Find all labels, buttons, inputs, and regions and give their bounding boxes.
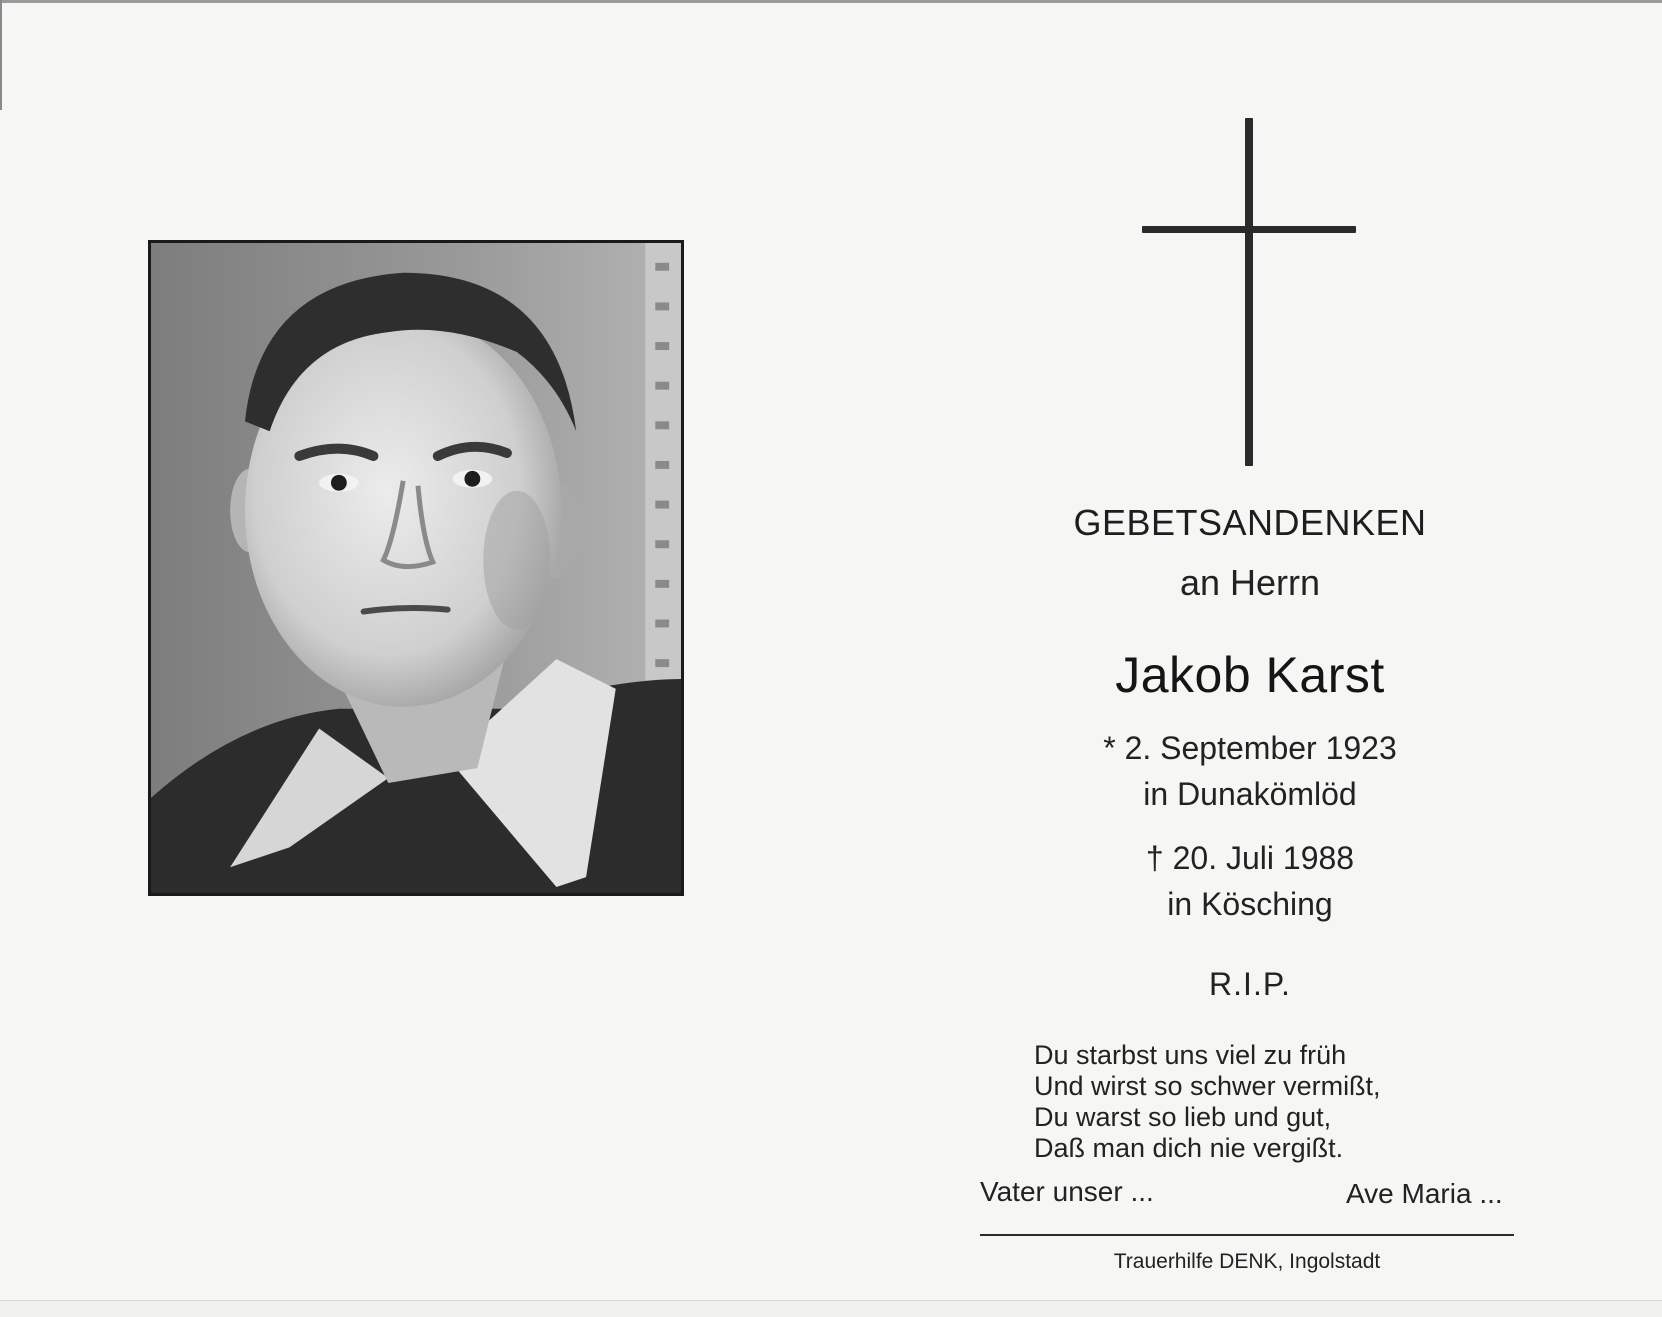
poem-line: Du warst so lieb und gut, [1034,1102,1332,1132]
death-date: † 20. Juli 1988 [1145,840,1355,876]
deceased-name: Jakob Karst [1115,647,1385,703]
prayer-vater-unser: Vater unser ... [980,1176,1154,1207]
cross-vertical-bar [1245,118,1253,466]
prayer-ave-maria: Ave Maria ... [1346,1178,1503,1209]
portrait-illustration [151,243,681,893]
portrait-photo [148,240,684,896]
divider-line [980,1234,1514,1236]
poem-line: Und wirst so schwer vermißt, [1034,1071,1381,1101]
birth-date: * 2. September 1923 [1103,730,1397,766]
death-place: in Kösching [1167,886,1333,922]
page-edge-bottom [0,1300,1662,1317]
page-edge-top [0,0,1662,3]
poem [1034,1040,1381,1164]
cross-horizontal-bar [1142,226,1356,233]
footer-imprint: Trauerhilfe DENK, Ingolstadt [1113,1250,1381,1273]
heading: GEBETSANDENKEN [1073,502,1427,543]
salutation: an Herrn [1179,562,1321,603]
cross-icon [1140,118,1360,466]
birth-place: in Dunakömlöd [1143,776,1357,812]
poem-line: Du starbst uns viel zu früh [1034,1040,1347,1070]
poem-line: Daß man dich nie vergißt. [1034,1133,1344,1163]
rip-label: R.I.P. [1209,966,1291,1002]
page-edge-left [0,0,2,110]
